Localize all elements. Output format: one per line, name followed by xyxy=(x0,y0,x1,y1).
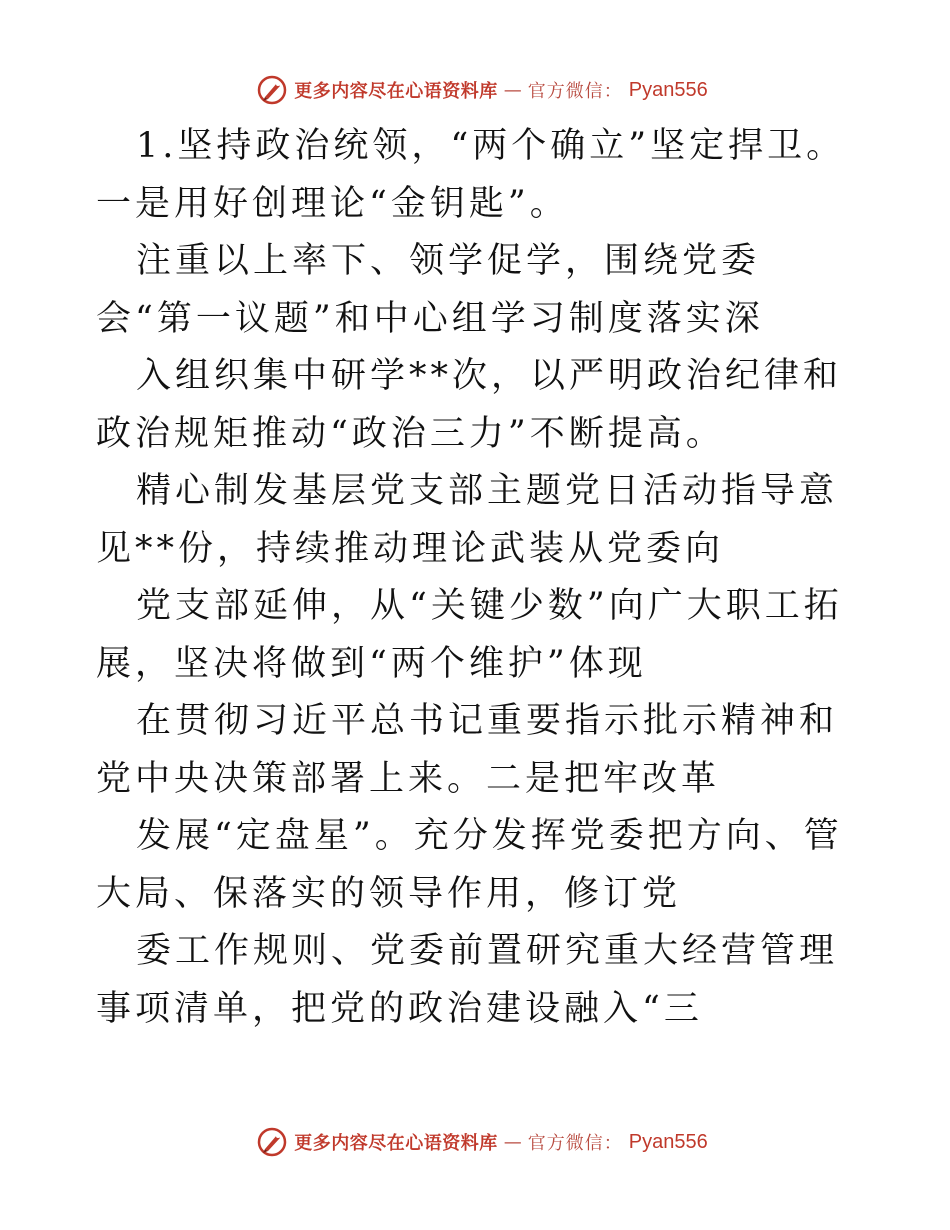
paragraph-8: 委工作规则、党委前置研究重大经营管理事项清单，把党的政治建设融入“三 xyxy=(96,931,839,1029)
paragraph-1: 1.坚持政治统领，“两个确立”坚定捍卫。一是用好创理论“金钥匙”。 xyxy=(96,126,846,224)
paragraph-5: 党支部延伸，从“关键少数”向广大职工拓展，坚决将做到“两个维护”体现 xyxy=(96,586,843,684)
watermark-wechat-label: 官方微信： xyxy=(527,1133,623,1154)
paragraph-6: 在贯彻习近平总书记重要指示批示精神和党中央决策部署上来。二是把牢改革 xyxy=(96,701,839,799)
watermark-separator: — xyxy=(503,79,522,101)
pen-logo-icon xyxy=(256,74,288,106)
watermark-wechat-label: 官方微信： xyxy=(527,81,623,102)
watermark-group xyxy=(256,74,707,106)
footer-watermark xyxy=(0,1122,950,1162)
watermark-site-text: 更多内容尽在心语资料库 xyxy=(294,81,498,102)
paragraph-4: 精心制发基层党支部主题党日活动指导意见**份，持续推动理论武装从党委向 xyxy=(96,471,839,569)
watermark-wechat-id: Pyan556 xyxy=(628,1130,708,1153)
watermark-group xyxy=(256,1126,707,1158)
paragraph-7: 发展“定盘星”。充分发挥党委把方向、管大局、保落实的领导作用，修订党 xyxy=(96,816,843,914)
pen-logo-icon xyxy=(256,1126,288,1158)
paragraph-3: 入组织集中研学**次，以严明政治纪律和政治规矩推动“政治三力”不断提高。 xyxy=(96,356,843,454)
paragraph-2: 注重以上率下、领学促学，围绕党委会“第一议题”和中心组学习制度落实深 xyxy=(96,241,764,339)
watermark-wechat-id: Pyan556 xyxy=(628,78,708,101)
document-body xyxy=(96,118,856,1038)
header-watermark xyxy=(0,70,950,110)
watermark-separator: — xyxy=(503,1131,522,1153)
watermark-site-text: 更多内容尽在心语资料库 xyxy=(294,1133,498,1154)
